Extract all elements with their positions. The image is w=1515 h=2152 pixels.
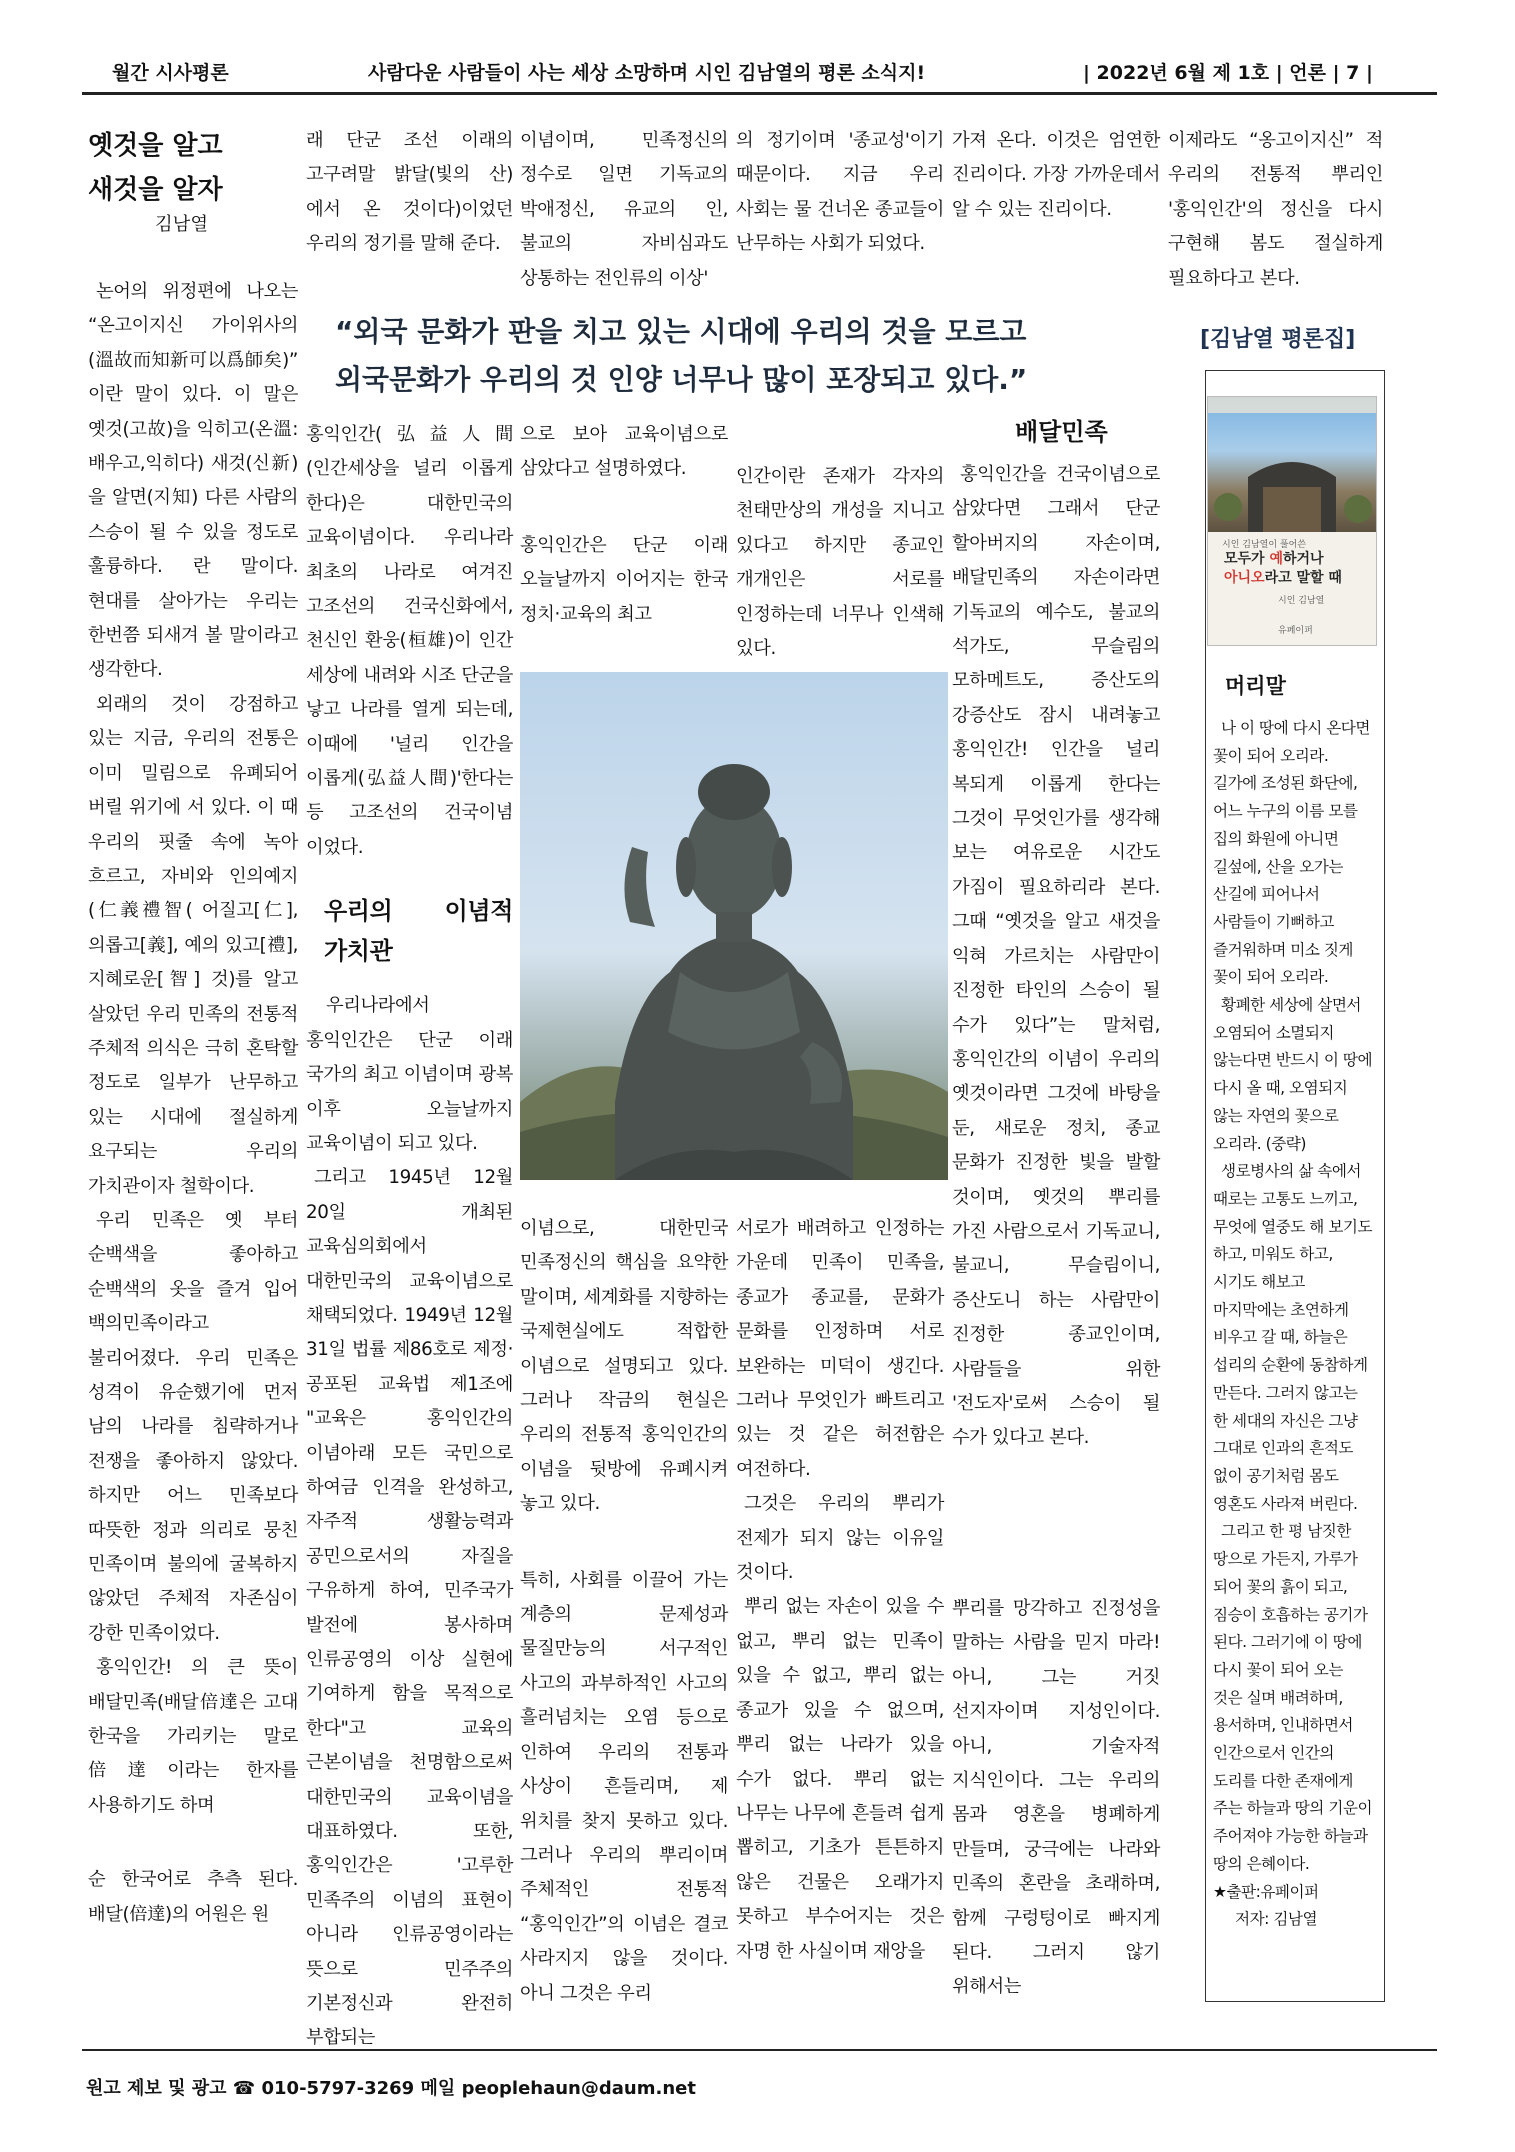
article-title: 옛것을 알고 새것을 알자 — [88, 131, 223, 205]
footer-contact — [86, 2074, 696, 2100]
paragraph: 서로가 배려하고 인정하는 가운데 민족이 민족을, 종교가 종교를, 문화가 문화를 인정하며 서로 보완하는 미덕이 생긴다. 그러나 무엇인가 빠트리고 있는 것 같은 허전함은 여전하다. — [736, 1218, 944, 1480]
column-3 — [520, 418, 728, 632]
header-rule — [82, 92, 1437, 95]
book-cover-subtitle: 시인 김남열이 풀어쓴 — [1222, 540, 1306, 550]
author-credit: 저자: 김남열 — [1235, 1910, 1318, 1929]
book-cover-author: 시인 김남열 — [1278, 596, 1325, 606]
masthead-left: 월간 시사평론 — [112, 62, 229, 84]
phone-number[interactable]: 010-5797-3269 — [261, 2078, 415, 2099]
sidebar-title: [김남열 평론집] — [1200, 327, 1356, 352]
paragraph: 그리고 한 평 남짓한 땅으로 가든지, 가루가 되어 꽃의 흙이 되고, 짐승이 호흡하는 공기가 된다. 그러기에 이 땅에 다시 꽃이 되어 오는 것은 실며 배려하며, 용서하며, 인내하면서 인간으로서 인간의 도리를 다한 존재에게 주는 하늘과 땅의 기운이 주어져야 가능한 하늘과 땅의 은혜이다. — [1213, 1522, 1373, 1873]
masthead-center: 사람다운 사람들이 사는 세상 소망하며 시인 김남열의 평론 소식지! — [368, 62, 926, 84]
column-3-lower — [520, 1212, 728, 2011]
paragraph: 홍익인간을 건국이념으로 삼았다면 그래서 단군 할아버지의 자손이며, 배달민족의 자손이라면 기독교의 예수도, 불교의 석가도, 무슬림의 모하메트도, 증산도의 강증산도 잠시 내려놓고 홍익인간! 인간을 널리 복되게 이롭게 한다는 그것이 무엇인가를 생각해 보는 여유로운 시간도 가짐이 필요하리라 본다. 그때 “옛것을 알고 새것을 익혀 가르치는 사람만이 진정한 타인의 스승이 될 수가 있다”는 말처럼, 홍익인간의 이념이 우리의 옛것이라면 그것에 바탕을 둔, 새로운 정치, 종교 문화가 진정한 빛을 발할 것이며, 옛것의 뿌리를 가진 사람으로서 기독교니, 불교니, 무슬림이니, 증산도니 하는 사람만이 진정한 종교인이며, 사람들을 위한 '전도자'로써 스승이 될 수가 있다고 본다. — [952, 464, 1160, 1449]
paragraph: 생로병사의 삶 속에서 때로는 고통도 느끼고, 무엇에 열중도 해 보기도 하고, 미워도 하고, 시기도 해보고 마지막에는 초연하게 비우고 갈 때, 하늘은 섭리의 순환에 동참하게 만든다. 그러지 않고는 한 세대의 자신은 그냥 그대로 인과의 흔적도 없이 공기처럼 몸도 영혼도 사라져 버린다. — [1213, 1162, 1373, 1513]
book-cover-publisher: 유페이퍼 — [1278, 626, 1313, 636]
buddha-statue-icon — [520, 672, 948, 1180]
column-5 — [952, 458, 1160, 1456]
column-2 — [306, 418, 513, 2056]
paragraph: 논어의 위정편에 나오는 “온고이지신 가이위사의(溫故而知新可以爲師矣)” 이란 말이 있다. 이 말은 옛것(고故)을 익히고(온溫:배우고,익히다) 새것(신新)을 알면(지知) 다른 사람의 스승이 될 수 있을 정도로 훌륭하다. 란 말이다. 현대를 살아가는 우리는 한번쯤 되새겨 볼 말이라고 생각한다. — [88, 281, 298, 681]
paragraph: 우리나라에서 홍익인간은 단군 이래 국가의 최고 이념이며 광복 이후 오늘날까지 교육이념이 되고 있다. — [306, 995, 513, 1154]
publisher-credit: ★출판:유페이퍼 — [1213, 1882, 1319, 1901]
footer-rule — [82, 2049, 1437, 2051]
column-5-top: 가져 온다. 이것은 엄연한 진리이다. 가장 가까운데서 알 수 있는 진리이다. — [952, 130, 1160, 220]
paragraph: 이념으로, 대한민국 민족정신의 핵심을 요약한 말이며, 세계화를 지향하는 국제현실에도 적합한 이념으로 설명되고 있다. 그러나 작금의 현실은 우리의 전통적 홍익인간의 이념을 뒷방에 유폐시켜 놓고 있다. — [520, 1218, 728, 1515]
email-address[interactable]: peoplehaun@daum.net — [461, 2078, 696, 2099]
issue-info: | 2022년 6월 제 1호 | 언론 | 7 | — [1083, 62, 1373, 84]
email-label: 메일 — [420, 2078, 456, 2099]
paragraph: 나 이 땅에 다시 온다면 꽃이 되어 오리라. 길가에 조성된 화단에, 어느 누구의 이름 모를 집의 화원에 아니면 길섶에, 산을 오가는 산길에 피어나서 사람들이 기뻐하고 즐거워하며 미소 짓게 꽃이 되어 오리라. — [1213, 719, 1370, 987]
column-3-top: 이념이며, 민족정신의 정수로 일면 기독교의 박애정신, 유교의 인, 불교의 자비심과도 상통하는 전인류의 이상' — [520, 130, 728, 289]
paragraph: 순 한국어로 추측 된다. 배달(倍達)의 어원은 원 — [88, 1869, 298, 1925]
paragraph: 황폐한 세상에 살면서 오염되어 소멸되지 않는다면 반드시 이 땅에 다시 올 때, 오염되지 않는 자연의 꽃으로 오리라. (중략) — [1213, 996, 1373, 1153]
preface-text — [1213, 715, 1375, 1934]
pull-quote: “외국 문화가 판을 치고 있는 시대에 우리의 것을 모르고 외국문화가 우리의 것 인양 너무나 많이 포장되고 있다.” — [335, 315, 1028, 396]
paragraph: 외래의 것이 강점하고 있는 지금, 우리의 전통은 이미 밀림으로 유폐되어 버릴 위기에 서 있다. 이 때 우리의 핏줄 속에 녹아 흐르고, 자비와 인의예지(仁義禮智( 어질고[仁], 의롭고[義], 예의 있고[禮], 지혜로운[智] 것)를 알고 살았던 우리 민족의 전통적 주체적 의식은 극히 혼탁할 정도로 일부가 난무하고 있는 시대에 절실하게 요구되는 우리의 가치관이자 철학이다. — [88, 693, 298, 1197]
column-4-lower — [736, 1212, 944, 1969]
contact-label: 원고 제보 및 광고 — [86, 2078, 227, 2099]
column-2-top: 래 단군 조선 이래의 고구려말 밝달(빛의 산)에서 온 것이다)이었던 우리의 정기를 말해 준다. — [306, 130, 513, 255]
preface-title: 머리말 — [1225, 674, 1286, 698]
subhead-values: 우리의 이념적 가치관 — [324, 897, 513, 966]
column-4 — [736, 460, 944, 666]
column-4-top: 의 정기이며 '종교성'이기 때문이다. 지금 우리 사회는 물 건너온 종교들이 난무하는 사회가 되었다. — [736, 130, 944, 255]
subhead-baedal: 배달민족 — [1015, 418, 1108, 446]
paragraph: 그것은 우리의 뿌리가 전제가 되지 않는 이유일 것이다. — [736, 1493, 944, 1584]
buddha-statue-photo — [520, 672, 948, 1180]
column-6-top: 이제라도 “옹고이지신” 적 우리의 전통적 뿌리인 '홍익인간'의 정신을 다시 구현해 봄도 절실하게 필요하다고 본다. — [1168, 130, 1383, 289]
column-5-lower: 뿌리를 망각하고 진정성을 말하는 사람을 믿지 마라! 아니, 그는 거짓 선지자이며 지성인이다. 아니, 기술자적 지식인이다. 그는 우리의 몸과 영혼을 병폐하게 만들며, 궁극에는 나라와 민족의 혼란을 초래하며, 함께 구렁텅이로 빠지게 된다. 그러지 않기 위해서는 — [952, 1598, 1160, 1998]
paragraph: 홍익인간은 단군 이래 오늘날까지 이어지는 한국 정치·교육의 최고 — [520, 534, 728, 625]
book-cover — [1207, 396, 1377, 646]
column-1 — [88, 275, 298, 1932]
paragraph: 으로 보아 교육이념으로 삼았다고 설명하였다. — [520, 424, 728, 480]
paragraph: 특히, 사회를 이끌어 가는 계층의 문제성과 물질만능의 서구적인 사고의 과부하적인 사고의 흘러넘치는 오염 등으로 인하여 우리의 전통과 사상이 흔들리며, 제 위치를 찾지 못하고 있다. 그러나 우리의 뿌리이며 주체적인 전통적 “홍익인간”의 이념은 결코 사라지지 않을 것이다. 아니 그것은 우리 — [520, 1569, 728, 2004]
book-cover-title: 모두가 예하거나 아니오라고 말할 때 — [1224, 551, 1342, 586]
book-cover-photo — [1208, 397, 1376, 532]
phone-icon: ☎ — [232, 2078, 256, 2099]
paragraph: 홍익인간(弘益人間(인간세상을 널리 이롭게 한다)은 대한민국의 교육이념이다. 우리나라 최초의 나라로 여겨진 고조선의 건국신화에서, 천신인 환웅(桓雄)이 인간 세상에 내려와 시조 단군을 낳고 나라를 열게 되는데, 이때에 '널리 인간을 이롭게(弘益人間)'한다는 등 고조선의 건국이념 이었다. — [306, 424, 513, 858]
paragraph: 인간이란 존재가 각자의 천태만상의 개성을 지니고 있다고 하지만 종교인 개개인은 서로를 인정하는데 너무나 인색해 있다. — [736, 466, 944, 660]
paragraph: 우리 민족은 옛 부터 순백색을 좋아하고 순백색의 옷을 즐겨 입어 백의민족이라고 불리어졌다. 우리 민족은 성격이 유순했기에 먼저 남의 나라를 침략하거나 전쟁을 좋아하지 않았다. 하지만 어느 민족보다 따뜻한 정과 의리로 뭉친 민족이며 불의에 굴복하지 않았던 주체적 자존심이 강한 민족이었다. — [88, 1209, 298, 1644]
article-author: 김남열 — [155, 214, 208, 235]
paragraph: 홍익인간! 의 큰 뜻이 배달민족(배달倍達은 고대 한국을 가리키는 말로 倍達이라는 한자를 사용하기도 하며 — [88, 1657, 298, 1816]
paragraph: 그리고 1945년 12월 20일 개최된 교육심의회에서 대한민국의 교육이념으로 채택되었다. 1949년 12월 31일 법률 제86호로 제정·공포된 교육법 제1조에 "교육은 홍익인간의 이념아래 모든 국민으로 하여금 인격을 완성하고, 자주적 생활능력과 공민으로서의 자질을 구유하게 하여, 민주국가 발전에 봉사하며 인류공영의 이상 실현에 기여하게 함을 목적으로 한다"고 교육의 근본이념을 천명함으로써 대한민국의 교육이념을 대표하였다. 또한, 홍익인간은 '고루한 민족주의 이념의 표현이 아니라 인류공영이라는 뜻으로 민주주의 기본정신과 완전히 부합되는 — [306, 1167, 513, 2049]
paragraph: 뿌리 없는 자손이 있을 수 없고, 뿌리 없는 민족이 있을 수 없고, 뿌리 없는 종교가 있을 수 없으며, 뿌리 없는 나라가 있을 수가 없다. 뿌리 없는 나무는 나무에 흔들려 쉽게 뽑히고, 기초가 튼튼하지 않은 건물은 오래가지 못하고 부수어지는 것은 자명 한 사실이며 재앙을 — [736, 1596, 944, 1962]
